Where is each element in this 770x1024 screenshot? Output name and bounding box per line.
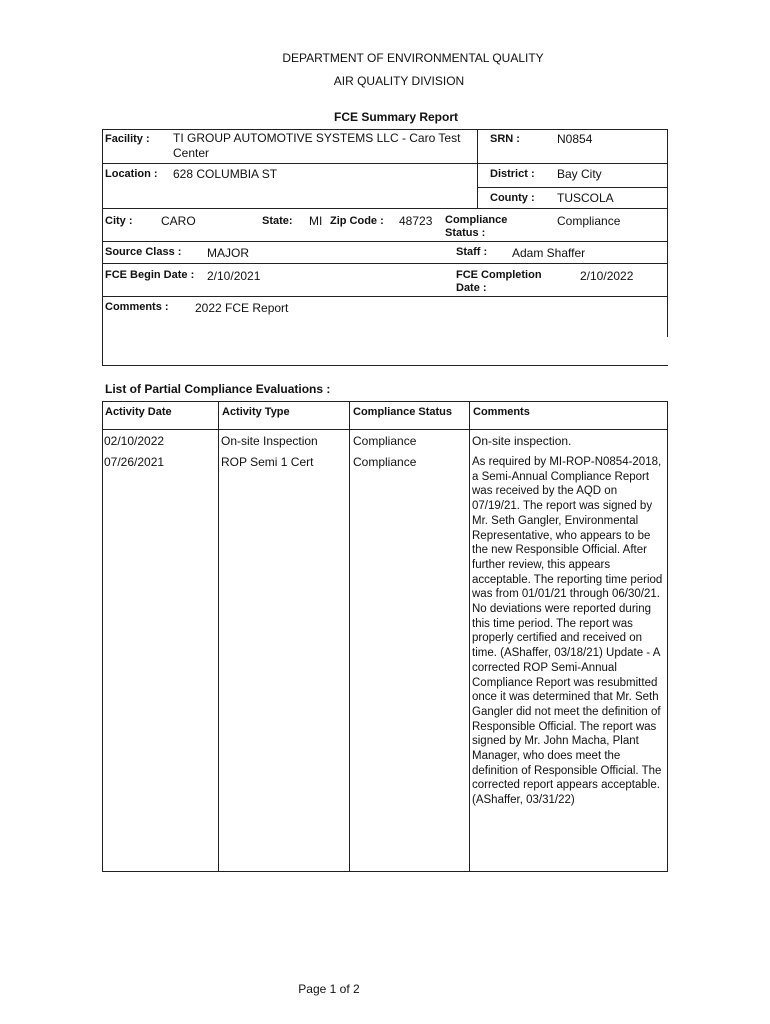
state-value: MI: [309, 214, 323, 228]
table-col-line-4: [667, 401, 668, 872]
county-value: TUSCOLA: [557, 191, 614, 205]
row-divider-fce: [102, 296, 668, 297]
row-divider-source: [102, 263, 668, 264]
page-number: Page 1 of 2: [298, 982, 360, 996]
department-heading: DEPARTMENT OF ENVIRONMENTAL QUALITY: [282, 51, 544, 65]
table-bottom-border: [102, 871, 668, 872]
info-box-left-border: [102, 129, 103, 366]
table-col-line-0: [102, 401, 103, 872]
row-2-compliance-status: Compliance: [353, 455, 417, 469]
table-header-bottom: [102, 429, 668, 430]
comments-value: 2022 FCE Report: [195, 301, 289, 315]
row-1-comment: On-site inspection.: [472, 434, 572, 448]
srn-divider: [477, 129, 478, 164]
row-divider-district: [477, 187, 668, 188]
column-header-activity-date: Activity Date: [105, 406, 172, 418]
column-header-compliance-status: Compliance Status: [353, 406, 453, 418]
compliance-status-value: Compliance: [557, 214, 621, 228]
zip-label: Zip Code :: [330, 215, 384, 227]
row-divider-city: [102, 241, 668, 242]
info-box-right-border: [667, 129, 668, 337]
source-class-value: MAJOR: [207, 246, 249, 260]
info-box-bottom-border: [102, 365, 668, 366]
fce-begin-value: 2/10/2021: [207, 269, 261, 283]
location-label: Location :: [105, 168, 158, 180]
state-label: State:: [262, 215, 293, 227]
fce-completion-label: FCE Completion Date :: [456, 269, 542, 294]
staff-label: Staff :: [456, 246, 488, 258]
district-value: Bay City: [557, 167, 602, 181]
row-1-activity-date: 02/10/2022: [104, 434, 165, 448]
table-top-border: [102, 401, 668, 402]
row-divider-facility: [102, 163, 668, 164]
column-header-comments: Comments: [473, 406, 530, 418]
fce-begin-label: FCE Begin Date :: [105, 269, 195, 281]
county-label: County :: [490, 192, 535, 204]
city-label: City :: [105, 215, 133, 227]
location-value: 628 COLUMBIA ST: [173, 167, 278, 181]
source-class-label: Source Class :: [105, 246, 182, 258]
division-heading: AIR QUALITY DIVISION: [333, 74, 465, 88]
city-value: CARO: [161, 214, 196, 228]
fce-completion-value: 2/10/2022: [580, 269, 634, 283]
srn-value: N0854: [557, 132, 593, 146]
zip-value: 48723: [399, 214, 433, 228]
srn-label: SRN :: [490, 133, 520, 145]
table-col-line-2: [349, 401, 350, 872]
evaluations-title: List of Partial Compliance Evaluations :: [105, 382, 331, 396]
row-2-activity-date: 07/26/2021: [104, 455, 165, 469]
info-box-top-border: [102, 129, 668, 130]
row-2-activity-type: ROP Semi 1 Cert: [221, 455, 314, 469]
district-label: District :: [490, 168, 535, 180]
column-header-activity-type: Activity Type: [222, 406, 290, 418]
district-divider: [477, 163, 478, 208]
table-col-line-3: [469, 401, 470, 872]
row-divider-location: [102, 208, 668, 209]
row-1-activity-type: On-site Inspection: [221, 434, 318, 448]
row-2-comment: As required by MI-ROP-N0854-2018, a Semi-Annual Compliance Report was received by the AQD on 07/19/21. The report was signed by Mr. Seth Gangler, Environmental Representative, who appears to be the new Responsible Official. After further review, this appears acceptable. The reporting time period was from 01/01/21 through 06/30/21. No deviations were reported during this time period. The report was properly certified and received on time. (AShaffer, 03/18/21) Update - A corrected ROP Semi-Annual Compliance Report was resubmitted once it was determined that Mr. Seth Gangler did not meet the definition of Responsible Official. The report was signed by Mr. John Macha, Plant Manager, who does meet the definition of Responsible Official. The corrected report appears acceptable. (AShaffer, 03/31/22): [472, 456, 663, 807]
comments-label: Comments :: [105, 301, 169, 313]
compliance-status-label: Compliance Status :: [445, 214, 508, 239]
report-title: FCE Summary Report: [333, 110, 459, 124]
row-1-compliance-status: Compliance: [353, 434, 417, 448]
facility-label: Facility :: [105, 133, 150, 145]
table-col-line-1: [218, 401, 219, 872]
staff-value: Adam Shaffer: [512, 246, 586, 260]
facility-name: TI GROUP AUTOMOTIVE SYSTEMS LLC - Caro Test Center: [173, 131, 461, 160]
